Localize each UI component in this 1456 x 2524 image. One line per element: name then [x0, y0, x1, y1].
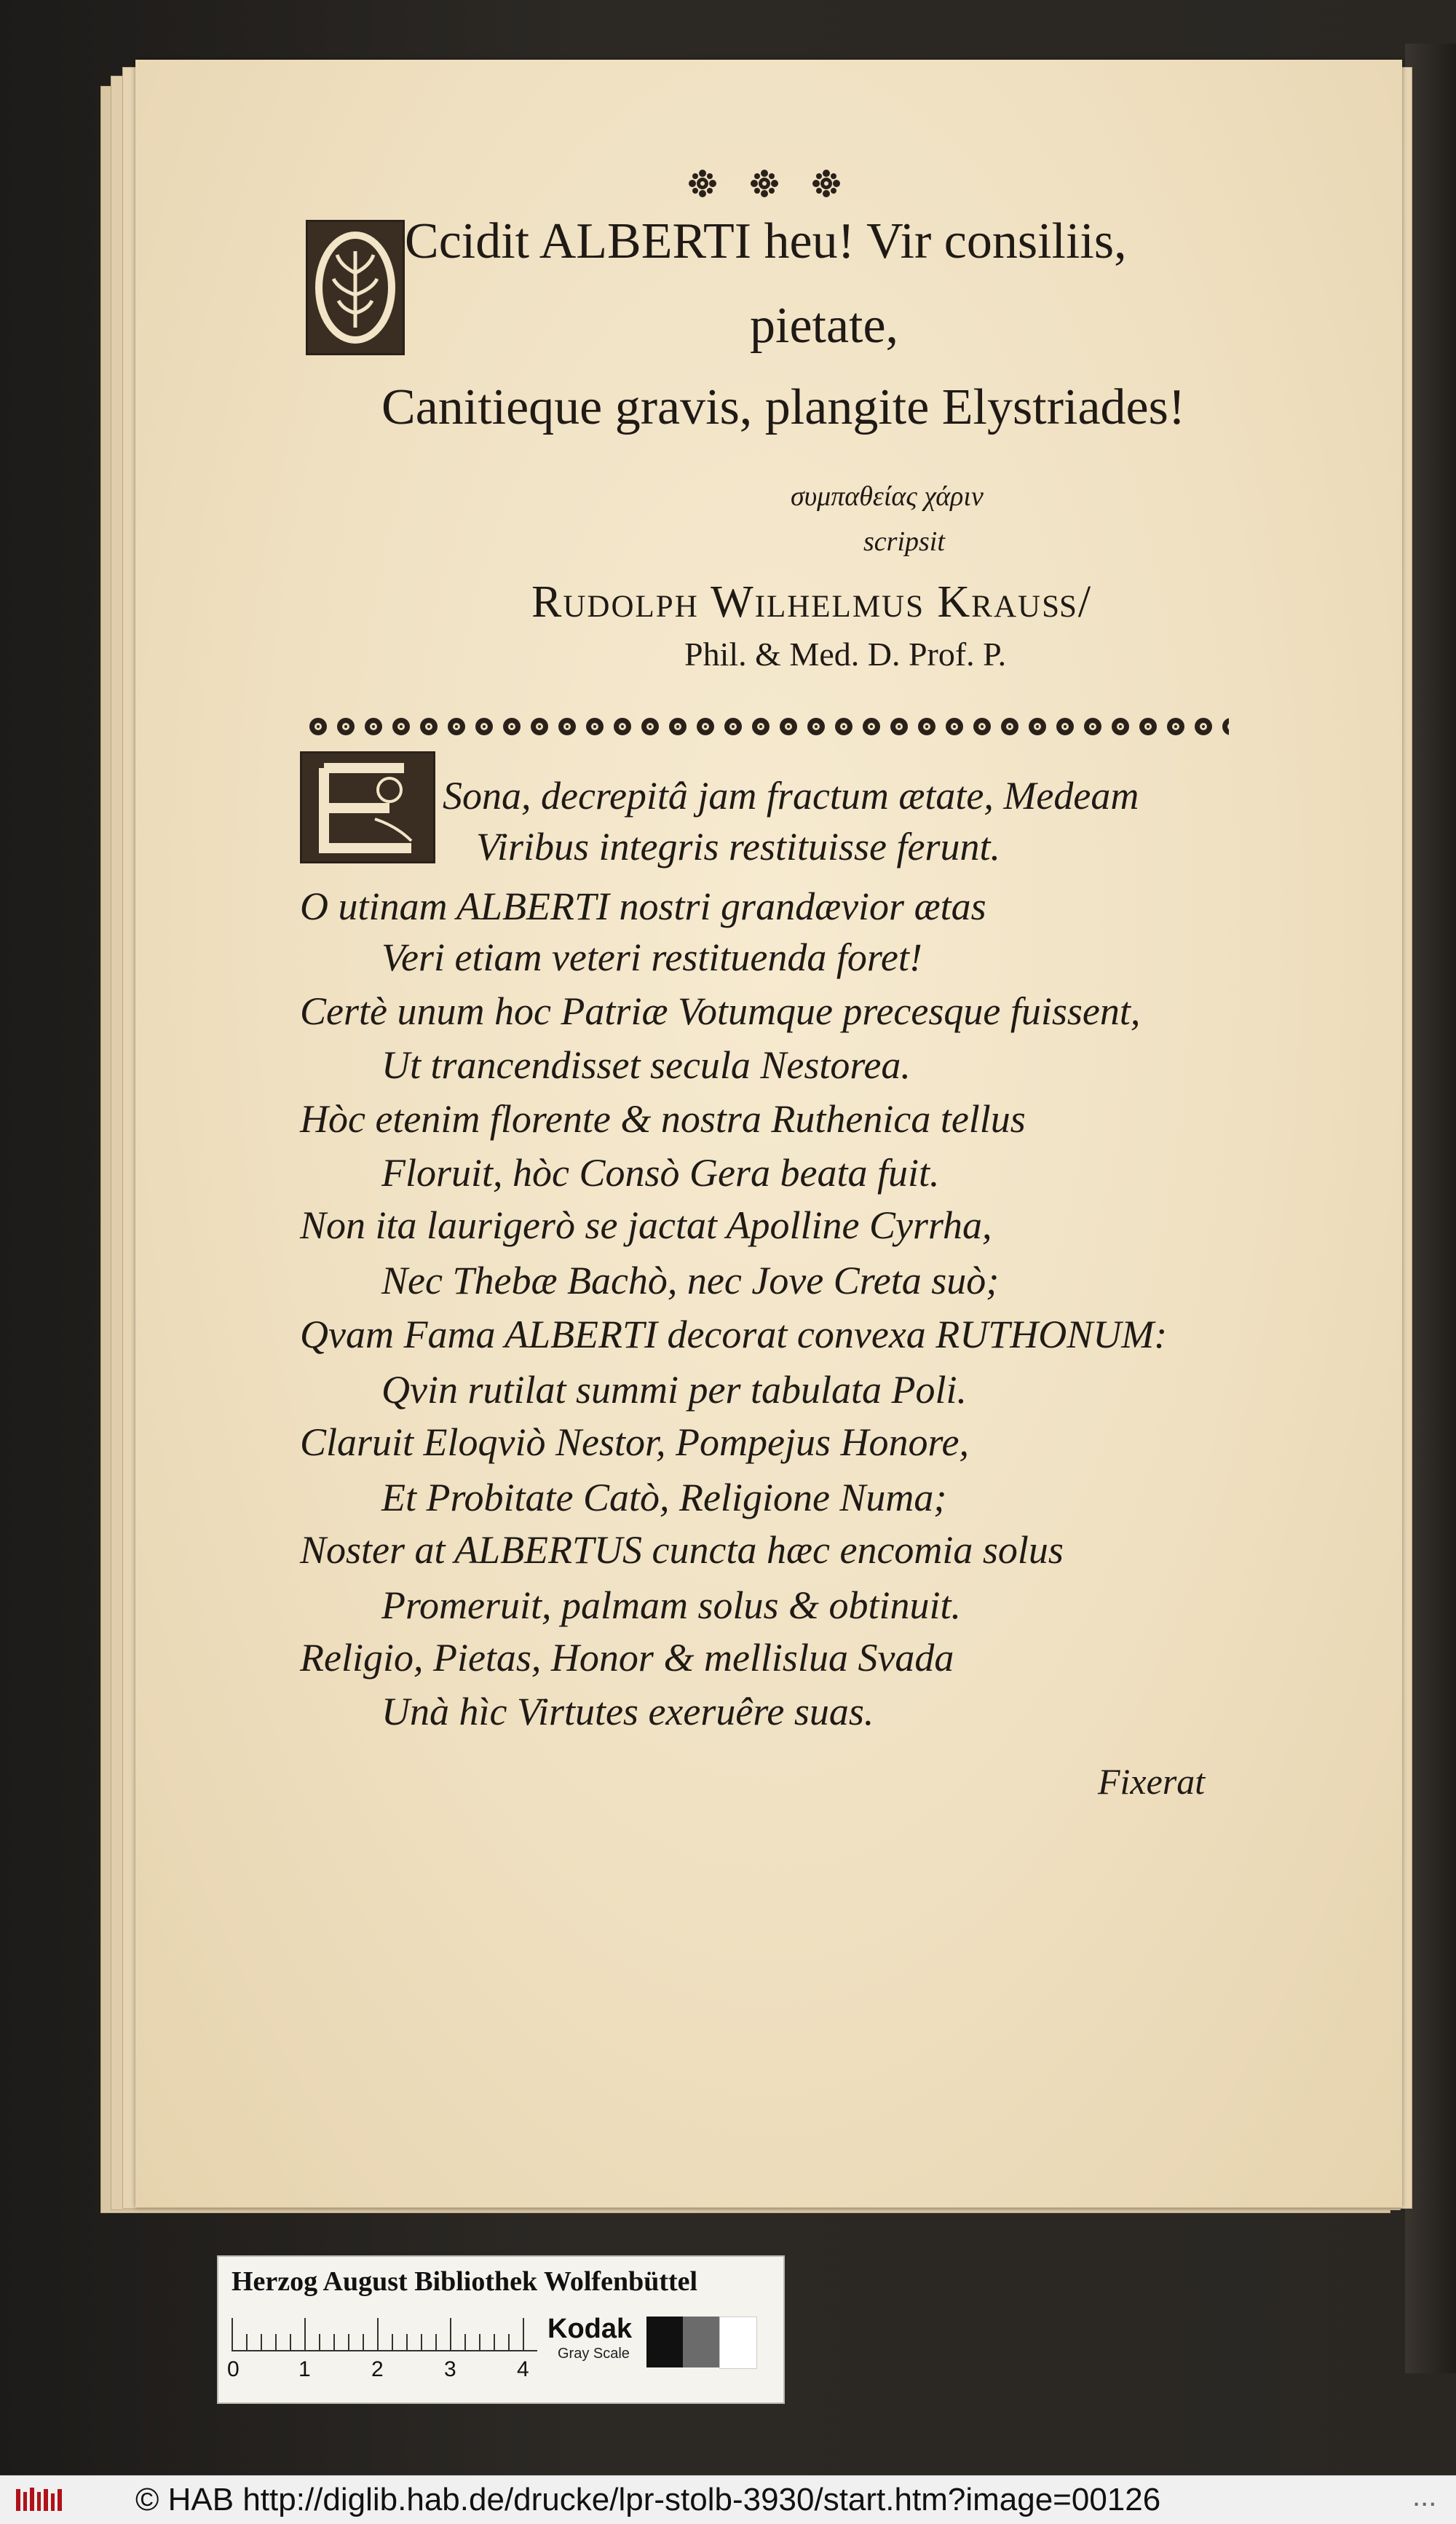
poem-line: Veri etiam veteri restituenda foret! — [381, 935, 922, 979]
flower-ornament-icon — [812, 169, 841, 198]
poem-line: Et Probitate Catò, Religione Numa; — [381, 1476, 947, 1519]
heading-line-2: pietate, — [750, 298, 899, 354]
ruler-number: 0 — [227, 2357, 240, 2381]
poem-line: Viribus integris restituisse ferunt. — [476, 825, 1001, 869]
poem-line: Floruit, hòc Consò Gera beata fuit. — [381, 1151, 940, 1195]
decorated-initial — [306, 220, 405, 355]
ruler-number: 2 — [371, 2357, 384, 2381]
catchword: Fixerat — [1098, 1761, 1206, 1802]
poem-line: Ut trancendisset secula Nestorea. — [381, 1043, 911, 1087]
more-icon[interactable]: ... — [1412, 2480, 1437, 2512]
kodak-logo: Kodak — [547, 2314, 633, 2344]
gray-patch-mid — [683, 2317, 719, 2367]
poem-line: Qvin rutilat summi per tabulata Poli. — [381, 1368, 967, 1412]
poem-line: Promeruit, palmam solus & obtinuit. — [381, 1583, 962, 1627]
leaf-ornament-icon — [308, 222, 403, 353]
ruler — [232, 2314, 537, 2351]
color-calibration-card — [217, 2255, 785, 2404]
address-url[interactable]: © HAB http://diglib.hab.de/drucke/lpr-stolb-3930/start.htm?image=00126 — [135, 2482, 1161, 2517]
poem-line: Nec Thebæ Bachò, nec Jove Creta suò; — [381, 1259, 1000, 1302]
top-ornaments — [688, 169, 841, 205]
address-bar — [0, 2475, 1456, 2524]
flower-ornament-icon — [688, 169, 717, 198]
decorated-initial — [300, 751, 435, 863]
ruler-number: 1 — [298, 2357, 311, 2381]
heading-line-3: Canitieque gravis, plangite Elystriades! — [381, 379, 1186, 435]
gray-scale-label: Gray Scale — [558, 2346, 630, 2362]
poem-line: Hòc etenim florente & nostra Ruthenica tellus — [300, 1097, 1026, 1141]
greek-dedication: συμπαθείας χάριν — [791, 481, 984, 512]
author-title: Phil. & Med. D. Prof. P. — [684, 636, 1007, 673]
card-title: Herzog August Bibliothek Wolfenbüttel — [232, 2266, 698, 2297]
adjacent-page-edge — [1405, 44, 1456, 2373]
gray-patch-black — [646, 2317, 683, 2367]
poem-line: O utinam ALBERTI nostri grandævior ætas — [300, 885, 986, 928]
poem-line: Qvam Fama ALBERTI decorat convexa RUTHONUM: — [300, 1313, 1168, 1356]
poem-line: Certè unum hoc Patriæ Votumque precesque fuissent, — [300, 989, 1141, 1033]
poem-line: Non ita laurigerò se jactat Apolline Cyrrha, — [300, 1203, 992, 1247]
poem-line: Sona, decrepitâ jam fractum ætate, Medeam — [443, 774, 1139, 818]
poem-line: Noster at ALBERTUS cuncta hæc encomia solus — [300, 1528, 1064, 1572]
poem-line: Claruit Eloqviò Nestor, Pompejus Honore, — [300, 1420, 969, 1464]
poem-line: Religio, Pietas, Honor & mellislua Svada — [300, 1636, 954, 1680]
ruler-number: 4 — [517, 2357, 529, 2381]
gray-patch-white — [719, 2317, 757, 2369]
hab-logo-icon — [13, 2485, 66, 2515]
poem-line: Unà hìc Virtutes exeruêre suas. — [381, 1690, 874, 1733]
author-name: Rudolph Wilhelmus Krauß/ — [531, 577, 1093, 627]
heading-line-1: Ccidit ALBERTI heu! Vir consiliis, — [405, 213, 1127, 269]
flower-ornament-icon — [750, 169, 779, 198]
ruler-number: 3 — [444, 2357, 456, 2381]
figure-ornament-icon — [302, 753, 433, 861]
scripsit-label: scripsit — [863, 526, 945, 557]
ornamental-divider — [304, 713, 1229, 740]
